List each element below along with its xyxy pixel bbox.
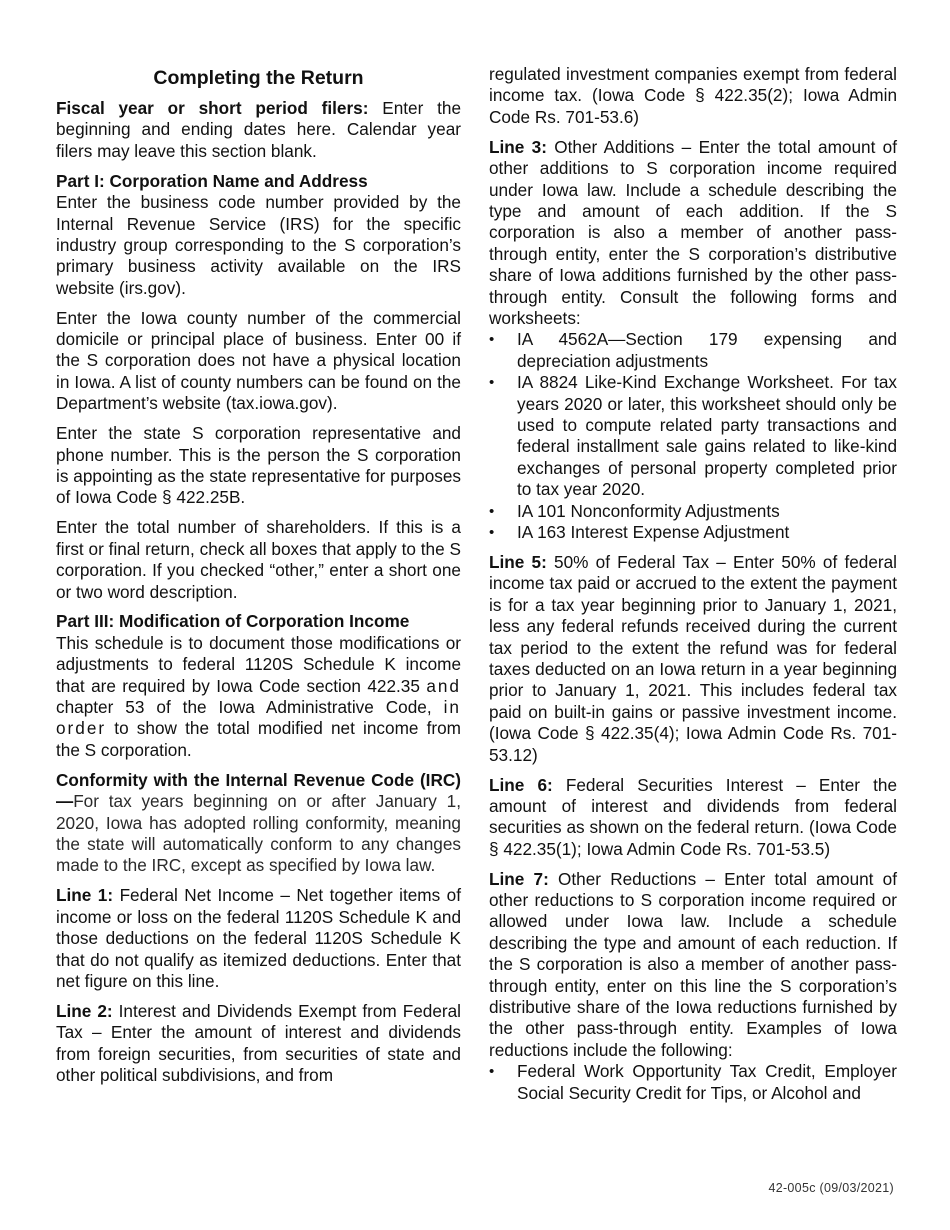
- line5-label: Line 5:: [489, 551, 547, 572]
- conformity-paragraph: Conformity with the Internal Revenue Code (IRC)—For tax years beginning on or after January 1, 2020, Iowa has adopted rolling conformity, meaning the state will automatically conform to any changes made to the IRC, except as specified by Iowa law.: [56, 769, 461, 876]
- line3-label: Line 3:: [489, 136, 547, 157]
- list-item: • IA 101 Nonconformity Adjustments: [489, 500, 780, 521]
- fiscal-year-paragraph: Fiscal year or short period filers: Enter the beginning and ending dates here. Calendar year filers may leave this section blank.: [56, 98, 461, 161]
- part3-heading: Part III: Modification of Corporation Income: [56, 611, 410, 632]
- bullet-icon: •: [489, 502, 495, 520]
- line1-label: Line 1:: [56, 885, 114, 906]
- bullet-icon: •: [489, 374, 495, 392]
- list-item: • IA 4562A—Section 179 expensing and depreciation adjustments: [489, 329, 897, 371]
- line3-forms-list: [489, 329, 897, 543]
- part3-paragraph: This schedule is to document those modifications or adjustments to federal 1120S Schedule K income that are required by Iowa Code section 422.35 and chapter 53 of the Iowa Administrative Code, in order to show the total modified net income from the S corporation.: [56, 632, 461, 760]
- business-code-paragraph: Enter the business code number provided by the Internal Revenue Service (IRS) for the specific industry group corresponding to the S corporation’s primary business activity available on the IRS website (irs.gov).: [56, 192, 461, 298]
- page-title: Completing the Return: [153, 67, 364, 89]
- line7-label: Line 7:: [489, 868, 549, 889]
- form-number-footer: 42-005c (09/03/2021): [768, 1181, 894, 1195]
- bullet-icon: •: [489, 524, 495, 542]
- conformity-label: Conformity with the Internal Revenue Code (IRC)—: [56, 769, 461, 812]
- right-column: [489, 64, 897, 1113]
- list-item: • IA 8824 Like-Kind Exchange Worksheet. For tax years 2020 or later, this worksheet should only be used to compute related party transactions and federal installment sale gains related to like-kind exchanges of personal property completed prior to tax year 2020.: [489, 372, 897, 500]
- fiscal-year-label: Fiscal year or short period filers:: [56, 98, 369, 118]
- line3-paragraph: Line 3: Other Additions – Enter the total amount of other additions to S corporation income required under Iowa law. Include a schedule describing the type and amount of each addition. If the S corporation is also a member of another pass-through entity, enter the S corporation’s distributive share of Iowa additions furnished by the other pass-through entity. Consult the following forms and worksheets:: [489, 136, 898, 328]
- line2-label: Line 2:: [56, 1000, 113, 1021]
- list-item: • IA 163 Interest Expense Adjustment: [489, 522, 790, 543]
- line2-paragraph: Line 2: Interest and Dividends Exempt from Federal Tax – Enter the amount of interest and dividends from foreign securities, from securities of state and other political subdivisions, and from: [56, 1000, 462, 1086]
- bullet-icon: •: [489, 331, 495, 349]
- shareholders-paragraph: Enter the total number of shareholders. If this is a first or final return, check all boxes that apply to the S corporation. If you checked “other,” enter a short one or two word description.: [56, 517, 461, 602]
- representative-paragraph: Enter the state S corporation representative and phone number. This is the person the S corporation is appointing as the state representative for purposes of Iowa Code § 422.25B.: [56, 423, 461, 508]
- line6-paragraph: Line 6: Federal Securities Interest – Enter the amount of interest and dividends from federal securities as shown on the federal return. (Iowa Code § 422.35(1); Iowa Admin Code Rs. 701-53.5): [489, 774, 898, 859]
- bullet-icon: •: [489, 1063, 495, 1081]
- line2-continued-paragraph: regulated investment companies exempt from federal income tax. (Iowa Code § 422.35(2); Iowa Admin Code Rs. 701-53.6): [489, 64, 897, 127]
- line5-paragraph: Line 5: 50% of Federal Tax – Enter 50% of federal income tax paid or accrued to the extent the payment is for a tax year beginning prior to January 1, 2021, less any federal refunds received during the current tax period to the extent the refund was for federal taxes deducted on an Iowa return in a year beginning prior to January 1, 2021. This includes federal tax paid on built-in gains or passive investment income. (Iowa Code § 422.35(4); Iowa Admin Code Rs. 701-53.12): [489, 551, 898, 765]
- county-number-paragraph: Enter the Iowa county number of the commercial domicile or principal place of business. Enter 00 if the S corporation does not have a physical location in Iowa. A list of county numbers can be found on the Department’s website (tax.iowa.gov).: [56, 307, 461, 414]
- part1-heading: Part I: Corporation Name and Address: [56, 170, 368, 191]
- line6-label: Line 6:: [489, 774, 553, 795]
- line7-paragraph: Line 7: Other Reductions – Enter total amount of other reductions to S corporation income required or allowed under Iowa law. Include a schedule describing the type and amount of each reduction. If the S corporation is also a member of another pass-through entity, enter on this line the S corporation’s distributive share of the Iowa reductions furnished by the other pass-through entity. Examples of Iowa reductions include the following:: [489, 868, 897, 1060]
- line7-reductions-list: [489, 1061, 897, 1104]
- line1-paragraph: Line 1: Federal Net Income – Net together items of income or loss on the federal 1120S Schedule K and those deductions on the federal 1120S Schedule K that do not qualify as itemized deductions. Enter that net figure on this line.: [56, 885, 462, 991]
- left-column: [56, 64, 461, 1095]
- list-item: • Federal Work Opportunity Tax Credit, Employer Social Security Credit for Tips, or Alcohol and: [489, 1061, 897, 1103]
